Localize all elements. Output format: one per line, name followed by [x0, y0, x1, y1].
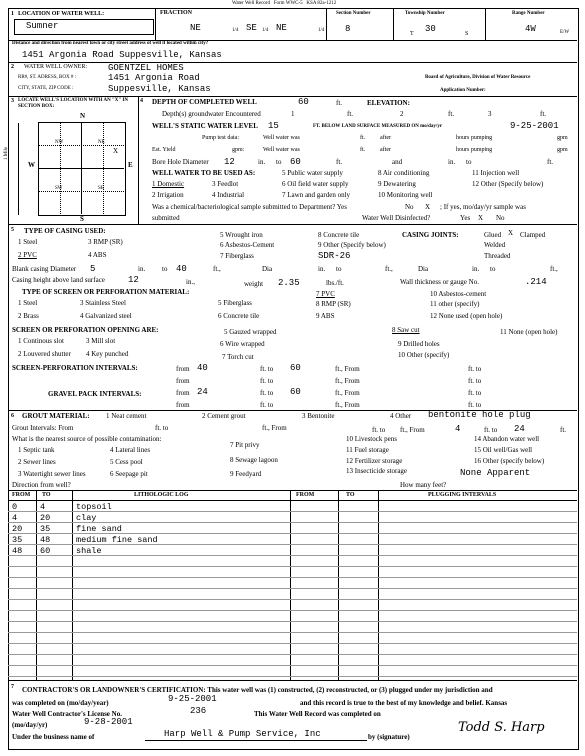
bact-no: No: [405, 203, 414, 211]
section-5-number: 5: [11, 227, 14, 233]
grout-ft-from: ft., From: [262, 424, 287, 432]
direction-label: Direction from well?: [12, 481, 71, 489]
use-dewatering[interactable]: 9 Dewatering: [378, 180, 416, 188]
submitted-label: submitted: [152, 214, 180, 222]
lbs-label: lbs./ft.: [326, 279, 344, 287]
log-row-to: 4: [40, 502, 46, 512]
log-row-desc: fine sand: [76, 524, 122, 534]
grout-other[interactable]: 4 Other: [390, 412, 412, 420]
casing-wrought[interactable]: 5 Wrought iron: [220, 231, 263, 239]
how-many-label: How many feet?: [400, 481, 447, 489]
elevation-label: ELEVATION:: [367, 99, 410, 107]
log-row-desc: medium fine sand: [76, 535, 158, 545]
disinfected-label: Water Well Disinfected?: [362, 214, 431, 222]
blank-label: Blank casing Diameter: [12, 265, 77, 273]
joints-glued[interactable]: Glued: [484, 231, 502, 239]
cert-line-4-a: (mo/day/yr): [12, 721, 48, 729]
perf-ft-to-3: ft. to: [260, 377, 274, 385]
mile-label: 1 Mile: [4, 146, 9, 160]
joints-welded[interactable]: Welded: [484, 241, 506, 249]
log-row-line: [8, 577, 577, 578]
log-row-line: [8, 610, 577, 611]
contam-cess[interactable]: 5 Cess pool: [110, 458, 143, 466]
form-header: [232, 1, 336, 6]
contam-lagoon[interactable]: 8 Sewage lagoon: [230, 456, 278, 464]
gravel-ft-from: ft., From: [335, 389, 360, 397]
gw-1-ft: ft.: [347, 110, 354, 118]
bore-to-value: 60: [290, 157, 301, 167]
city-label: CITY, STATE, ZIP CODE :: [18, 86, 74, 91]
bact-x: X: [425, 203, 431, 211]
static-label: WELL'S STATIC WATER LEVEL: [152, 122, 258, 130]
quarter-3: 1/4: [318, 28, 325, 33]
cert-line-2-a: was completed on (mo/day/year): [12, 699, 109, 707]
gravel-ft-from-2: ft., From: [335, 401, 360, 409]
log-row-from: 48: [12, 546, 23, 556]
grout-bentonite[interactable]: 3 Bentonite: [302, 412, 335, 420]
opening-none[interactable]: 11 None (open hole): [500, 328, 558, 336]
use-domestic[interactable]: 1 Domestic: [152, 180, 185, 188]
log-row-line: [8, 566, 577, 567]
screen-other[interactable]: 11 other (specify): [430, 300, 480, 308]
log-row-desc: topsoil: [76, 502, 112, 512]
cert-completed-date: 9-25-2001: [168, 694, 217, 704]
screen-brass[interactable]: 2 Brass: [18, 312, 39, 320]
disinfected-yes: Yes: [460, 214, 471, 222]
north-label: N: [80, 112, 86, 120]
use-industrial[interactable]: 4 Industrial: [212, 191, 245, 199]
blank-to-value: 40: [176, 264, 187, 274]
cert-signature-label: by (signature): [368, 733, 410, 741]
well-location-mark: X: [113, 147, 119, 155]
casing-abs[interactable]: 4 ABS: [88, 251, 107, 259]
fraction-1: NE: [190, 23, 201, 33]
use-feedlot[interactable]: 3 Feedlot: [212, 180, 239, 188]
screen-fiberglass[interactable]: 5 Fiberglass: [218, 299, 252, 307]
perf-from-label: from: [176, 365, 190, 373]
gw-1: 1: [291, 110, 295, 118]
blank-to-3: to: [490, 265, 496, 273]
depth-label: DEPTH OF COMPLETED WELL: [152, 98, 257, 106]
disinfected-x: X: [478, 214, 484, 222]
contam-fertilizer[interactable]: 12 Fertilizer storage: [346, 457, 403, 465]
perf-ft-to-4: ft. to: [468, 377, 482, 385]
contam-septic[interactable]: 1 Septic tank: [18, 446, 55, 454]
yield-label: Est. Yield: [152, 147, 176, 153]
blank-ft: ft.,: [213, 265, 221, 273]
opening-louvered[interactable]: 2 Louvered shutter: [18, 350, 71, 358]
use-air[interactable]: 8 Air conditioning: [378, 169, 430, 177]
screen-label: TYPE OF SCREEN OR PERFORATION MATERIAL:: [22, 288, 190, 296]
screen-pvc[interactable]: 7 PVC: [316, 290, 335, 298]
yield-hours: hours pumping: [456, 147, 493, 153]
log-header-lithologic: LITHOLOGIC LOG: [134, 492, 189, 498]
form-ksa: KSA 82a-1212: [306, 1, 337, 6]
section-grid[interactable]: [38, 122, 126, 216]
joints-x: X: [508, 229, 514, 237]
screen-rmp[interactable]: 8 RMP (SR): [316, 300, 351, 308]
log-row-to: 35: [40, 524, 51, 534]
ew-label: E/W: [560, 30, 570, 35]
blank-in: in.: [138, 265, 146, 273]
pump-after: after: [380, 135, 391, 141]
county-value: Sumner: [26, 21, 59, 31]
address-label: RR#, ST. ADRESS, BOX # :: [18, 75, 76, 80]
section-2-number: 2: [11, 64, 14, 70]
log-row-line: [8, 621, 577, 622]
form-number: Form WWC-5: [273, 1, 303, 6]
screen-abs[interactable]: 9 ABS: [316, 312, 335, 320]
use-oilfield[interactable]: 6 Oil field water supply: [282, 180, 349, 188]
section-box-label: LOCATE WELL'S LOCATION WITH AN "X" IN SECTION BOX:: [18, 98, 128, 109]
contam-none-apparent: None Apparent: [460, 468, 531, 478]
use-irrigation[interactable]: 2 Irrigation: [152, 191, 184, 199]
log-row-line: [8, 654, 577, 655]
bore-value: 12: [224, 157, 235, 167]
log-row-desc: clay: [76, 513, 97, 523]
joints-label: CASING JOINTS:: [402, 231, 459, 239]
quad-nw: NW: [55, 140, 64, 145]
weight-label: weight: [244, 280, 264, 288]
gravel-from-label: from: [176, 389, 190, 397]
bore-ft: ft.: [336, 158, 343, 166]
owner-label: WATER WELL OWNER:: [24, 64, 87, 70]
blank-ft-3: ft.,: [550, 265, 558, 273]
section-6-number: 6: [11, 413, 14, 419]
quad-se: SE: [98, 186, 104, 191]
perf-ft-to-2: ft. to: [468, 365, 482, 373]
joints-threaded[interactable]: Threaded: [484, 252, 511, 260]
gravel-from: 24: [197, 387, 208, 397]
grout-from-2: 4: [455, 424, 461, 434]
log-row-to: 60: [40, 546, 51, 556]
opening-wire[interactable]: 6 Wire wrapped: [220, 340, 265, 348]
grout-neat[interactable]: 1 Neat cement: [106, 412, 147, 420]
section-label: Section Number: [336, 11, 371, 16]
address-value: 1451 Argonia Road: [108, 73, 200, 83]
section-3-number: 3: [11, 98, 14, 104]
wall-value: .214: [525, 277, 547, 287]
blank-value: 5: [90, 264, 96, 274]
range-value: 4W: [525, 24, 536, 34]
section-value: 8: [345, 24, 351, 34]
gw-3-ft: ft.: [540, 110, 547, 118]
log-row-from: 0: [12, 502, 18, 512]
opening-mill[interactable]: 3 Mill slot: [86, 337, 116, 345]
section-7-number: 7: [11, 684, 14, 690]
blank-ft-2: ft.,: [385, 265, 393, 273]
contam-fuel[interactable]: 11 Fuel storage: [346, 446, 389, 454]
township-label: Township Number: [405, 11, 445, 16]
board-label: Board of Agriculture, Division of Water Resource: [425, 75, 531, 80]
blank-dia: Dia: [262, 265, 273, 273]
gravel-ft-to-4: ft. to: [468, 401, 482, 409]
grout-label: GROUT MATERIAL:: [22, 412, 90, 420]
blank-in-2: in.: [318, 265, 326, 273]
blank-dia-2: Dia: [418, 265, 429, 273]
gw-2: 2: [400, 110, 404, 118]
perf-from-label-2: from: [176, 377, 190, 385]
distance-value: 1451 Argonia Road Suppesville, Kansas: [22, 50, 222, 60]
section-1-number: 1: [11, 11, 14, 17]
yield-gpm: gpm:: [232, 147, 245, 153]
openings-label: SCREEN OR PERFORATION OPENING ARE:: [12, 326, 159, 334]
bore-label: Bore Hole Diameter: [152, 158, 209, 166]
log-header-from: FROM: [12, 492, 31, 498]
depth-ft: ft.: [336, 99, 343, 107]
cert-line-5-a: Under the business name of: [12, 733, 95, 741]
log-row-line: [8, 643, 577, 644]
quad-sw: SW: [55, 186, 63, 191]
log-row-from: 4: [12, 513, 18, 523]
form-frame: [8, 8, 579, 750]
contam-watertight[interactable]: 3 Watertight sewer lines: [18, 470, 86, 478]
perf-label: SCREEN-PERFORATION INTERVALS:: [12, 364, 138, 372]
static-suffix: FT. BELOW LAND SURFACE MEASURED ON mo/day/yr: [313, 124, 443, 129]
gravel-ft-to-2: ft. to: [468, 389, 482, 397]
perf-from: 40: [197, 363, 208, 373]
log-row-to: 48: [40, 535, 51, 545]
log-header-to-2: TO: [346, 492, 355, 498]
contam-seepage[interactable]: 6 Seepage pit: [110, 470, 148, 478]
static-value: 15: [268, 121, 279, 131]
west-label: W: [28, 161, 35, 169]
log-row-line: [8, 676, 577, 677]
screen-asbestos[interactable]: 10 Asbestos-cement: [430, 290, 487, 298]
cert-line-3-a: Water Well Contractor's License No.: [12, 710, 122, 718]
bore-ft-2: ft.: [547, 158, 554, 166]
cert-record-date: 9-28-2001: [84, 717, 133, 727]
form-title: Water Well Record: [232, 1, 270, 6]
screen-concrete[interactable]: 6 Concrete tile: [218, 312, 260, 320]
gravel-ft-to: ft. to: [260, 389, 274, 397]
screen-stainless[interactable]: 3 Stainless Steel: [80, 299, 126, 307]
use-lawn[interactable]: 7 Lawn and garden only: [282, 191, 351, 199]
use-injection[interactable]: 11 Injection well: [472, 169, 520, 177]
contam-lateral[interactable]: 4 Lateral lines: [110, 446, 151, 454]
perf-ft-to: ft. to: [260, 365, 274, 373]
screen-none[interactable]: 12 None used (open hole): [430, 312, 503, 320]
opening-saw[interactable]: 8 Saw cut: [392, 326, 420, 334]
east-label: E: [128, 161, 133, 169]
depth-value: 60: [298, 97, 309, 107]
bact-suffix: ; If yes, mo/day/yr sample was: [440, 203, 526, 211]
log-row-line: [8, 599, 577, 600]
quarter-1: 1/4: [232, 28, 239, 33]
log-row-to: 20: [40, 513, 51, 523]
t-label: T: [410, 31, 414, 37]
log-row-line: [8, 588, 577, 589]
city-value: Suppesville, Kansas: [108, 84, 211, 94]
use-other[interactable]: 12 Other (Specify below): [472, 180, 544, 188]
log-header-plugging: PLUGGING INTERVALS: [428, 492, 497, 498]
casing-label: TYPE OF CASING USED:: [24, 227, 106, 235]
gravel-to: 60: [290, 387, 301, 397]
perf-ft-from: ft., From: [335, 365, 360, 373]
casing-rmp[interactable]: 3 RMP (SR): [88, 238, 123, 246]
pump-ft: ft.: [360, 135, 366, 141]
perf-to: 60: [290, 363, 301, 373]
grout-from-2-label: ft., From: [400, 426, 425, 434]
log-row-from: 20: [12, 524, 23, 534]
signature: Todd S. Harp: [458, 720, 545, 735]
bore-to-2: to: [466, 158, 472, 166]
bore-in-2: in.: [448, 158, 456, 166]
perf-ft-from-2: ft., From: [335, 377, 360, 385]
disinfected-no: No: [496, 214, 505, 222]
use-monitoring[interactable]: 10 Monitoring well: [378, 191, 433, 199]
yield-ft: ft.: [360, 147, 366, 153]
contam-other[interactable]: 16 Other (specify below): [474, 457, 545, 465]
log-row-line: [8, 665, 577, 666]
range-label: Range Number: [512, 11, 545, 16]
casing-concrete[interactable]: 8 Concrete tile: [318, 231, 360, 239]
grout-ft-to-3: ft. to: [484, 426, 498, 434]
opening-continuous[interactable]: 1 Continous slot: [18, 337, 64, 345]
pump-gpm: gpm: [557, 135, 568, 141]
contam-sewer[interactable]: 2 Sewer lines: [18, 458, 56, 466]
screen-steel[interactable]: 1 Steel: [18, 299, 38, 307]
log-header-from-2: FROM: [296, 492, 315, 498]
log-header-to: TO: [42, 492, 51, 498]
bore-in: in.: [258, 158, 266, 166]
section-4-number: 4: [140, 98, 143, 104]
height-value: 12: [128, 275, 139, 285]
grout-other-value: bentonite hole plug: [428, 410, 531, 420]
gw-3: 3: [488, 110, 492, 118]
south-label: S: [80, 215, 84, 223]
wall-label: Wall thickness or gauge No.: [400, 278, 479, 286]
fraction-label: FRACTION: [160, 10, 193, 16]
bact-label: Was a chemical/bacteriological sample submitted to Department? Yes: [152, 203, 347, 211]
gravel-from-label-2: from: [176, 401, 190, 409]
height-label: Casing height above land surface: [12, 276, 105, 284]
blank-in-3: in.: [472, 265, 480, 273]
quad-ne: NE: [98, 140, 105, 145]
contam-pit[interactable]: 7 Pit privy: [230, 441, 260, 449]
casing-other[interactable]: 9 Other (Specify below): [318, 241, 386, 249]
contam-feedyard[interactable]: 9 Feedyard: [230, 470, 262, 478]
cert-line-2-b: and this record is true to the best of my knowledge and belief. Kansas: [300, 699, 508, 707]
s-label: S: [465, 31, 469, 37]
pump-label: Pump test data:: [202, 135, 239, 141]
fraction-3: NE: [276, 23, 287, 33]
pump-hours: hours pumping: [456, 135, 493, 141]
yield-well-water: Well water was: [263, 147, 300, 153]
contam-oilwell[interactable]: 15 Oil well/Gas well: [474, 446, 533, 454]
opening-torch[interactable]: 7 Torch cut: [222, 353, 254, 361]
log-row-from: 35: [12, 535, 23, 545]
grout-ft-to: ft. to: [155, 424, 169, 432]
casing-asbestos[interactable]: 6 Asbestos-Cement: [220, 241, 275, 249]
opening-other[interactable]: 10 Other (specify): [398, 351, 450, 359]
pump-well-water: Well water was: [263, 135, 300, 141]
opening-drilled[interactable]: 9 Drilled holes: [398, 340, 440, 348]
casing-pvc[interactable]: 2 PVC: [18, 251, 37, 259]
yield-gpm-2: gpm: [557, 147, 568, 153]
joints-clamped[interactable]: Clamped: [520, 231, 546, 239]
yield-after: after: [380, 147, 391, 153]
height-in: in.,: [186, 278, 195, 286]
casing-fiberglass[interactable]: 7 Fiberglass: [220, 252, 254, 260]
grout-ft-end: ft.: [560, 426, 567, 434]
gravel-ft-to-3: ft. to: [260, 401, 274, 409]
cert-line-3-b: This Water Well Record was completed on: [254, 710, 381, 718]
bore-to: to: [276, 158, 282, 166]
township-value: 30: [425, 24, 436, 34]
blank-to-2: to: [336, 265, 342, 273]
log-row-line: [8, 632, 577, 633]
cert-license: 236: [190, 706, 207, 716]
contam-livestock[interactable]: 10 Livestock pens: [346, 435, 397, 443]
cert-line-1: CONTRACTOR'S OR LANDOWNER'S CERTIFICATION: This water well was (1) constructed, (2) reconstructed, or (3) plugged under my jurisdiction and: [22, 686, 493, 694]
application-label: Application Number:: [440, 88, 486, 93]
use-public[interactable]: 5 Public water supply: [282, 169, 343, 177]
static-date: 9-25-2001: [510, 121, 559, 131]
cert-business: Harp Well & Pump Service, Inc: [164, 729, 321, 739]
contam-abandoned[interactable]: 14 Abandon water well: [474, 435, 540, 443]
groundwater-label: Depth(s) groundwater Encountered: [162, 110, 261, 118]
opening-gauzed[interactable]: 5 Gauzed wrapped: [224, 328, 277, 336]
opening-key[interactable]: 4 Key punched: [86, 350, 129, 358]
casing-sdr: SDR-26: [318, 251, 351, 261]
blank-to: to: [162, 265, 168, 273]
casing-steel[interactable]: 1 Steel: [18, 238, 38, 246]
contam-insecticide[interactable]: 13 Insecticide storage: [346, 467, 408, 475]
weight-value: 2.35: [278, 278, 300, 288]
grout-ft-to-2: ft. to: [372, 426, 386, 434]
screen-galvanized[interactable]: 4 Galvanized steel: [80, 312, 132, 320]
bore-and: and: [392, 158, 403, 166]
owner-name: GOENTZEL HOMES: [108, 63, 184, 73]
quarter-2: 1/4: [262, 28, 269, 33]
fraction-2: SE: [246, 23, 257, 33]
distance-label: Distance and direction from nearest town or city street address of well if located within city?: [12, 41, 209, 46]
contam-label: What is the nearest source of possible contamination:: [12, 435, 162, 443]
grout-to-2: 24: [514, 424, 525, 434]
gw-2-ft: ft.: [448, 110, 455, 118]
log-row-desc: shale: [76, 546, 102, 556]
gravel-label: GRAVEL PACK INTERVALS:: [48, 390, 142, 398]
grout-intervals-label: Grout Intervals: From: [12, 424, 74, 432]
grout-cement[interactable]: 2 Cement grout: [202, 412, 246, 420]
use-label: WELL WATER TO BE USED AS:: [152, 169, 256, 177]
location-title: LOCATION OF WATER WELL:: [18, 11, 105, 17]
